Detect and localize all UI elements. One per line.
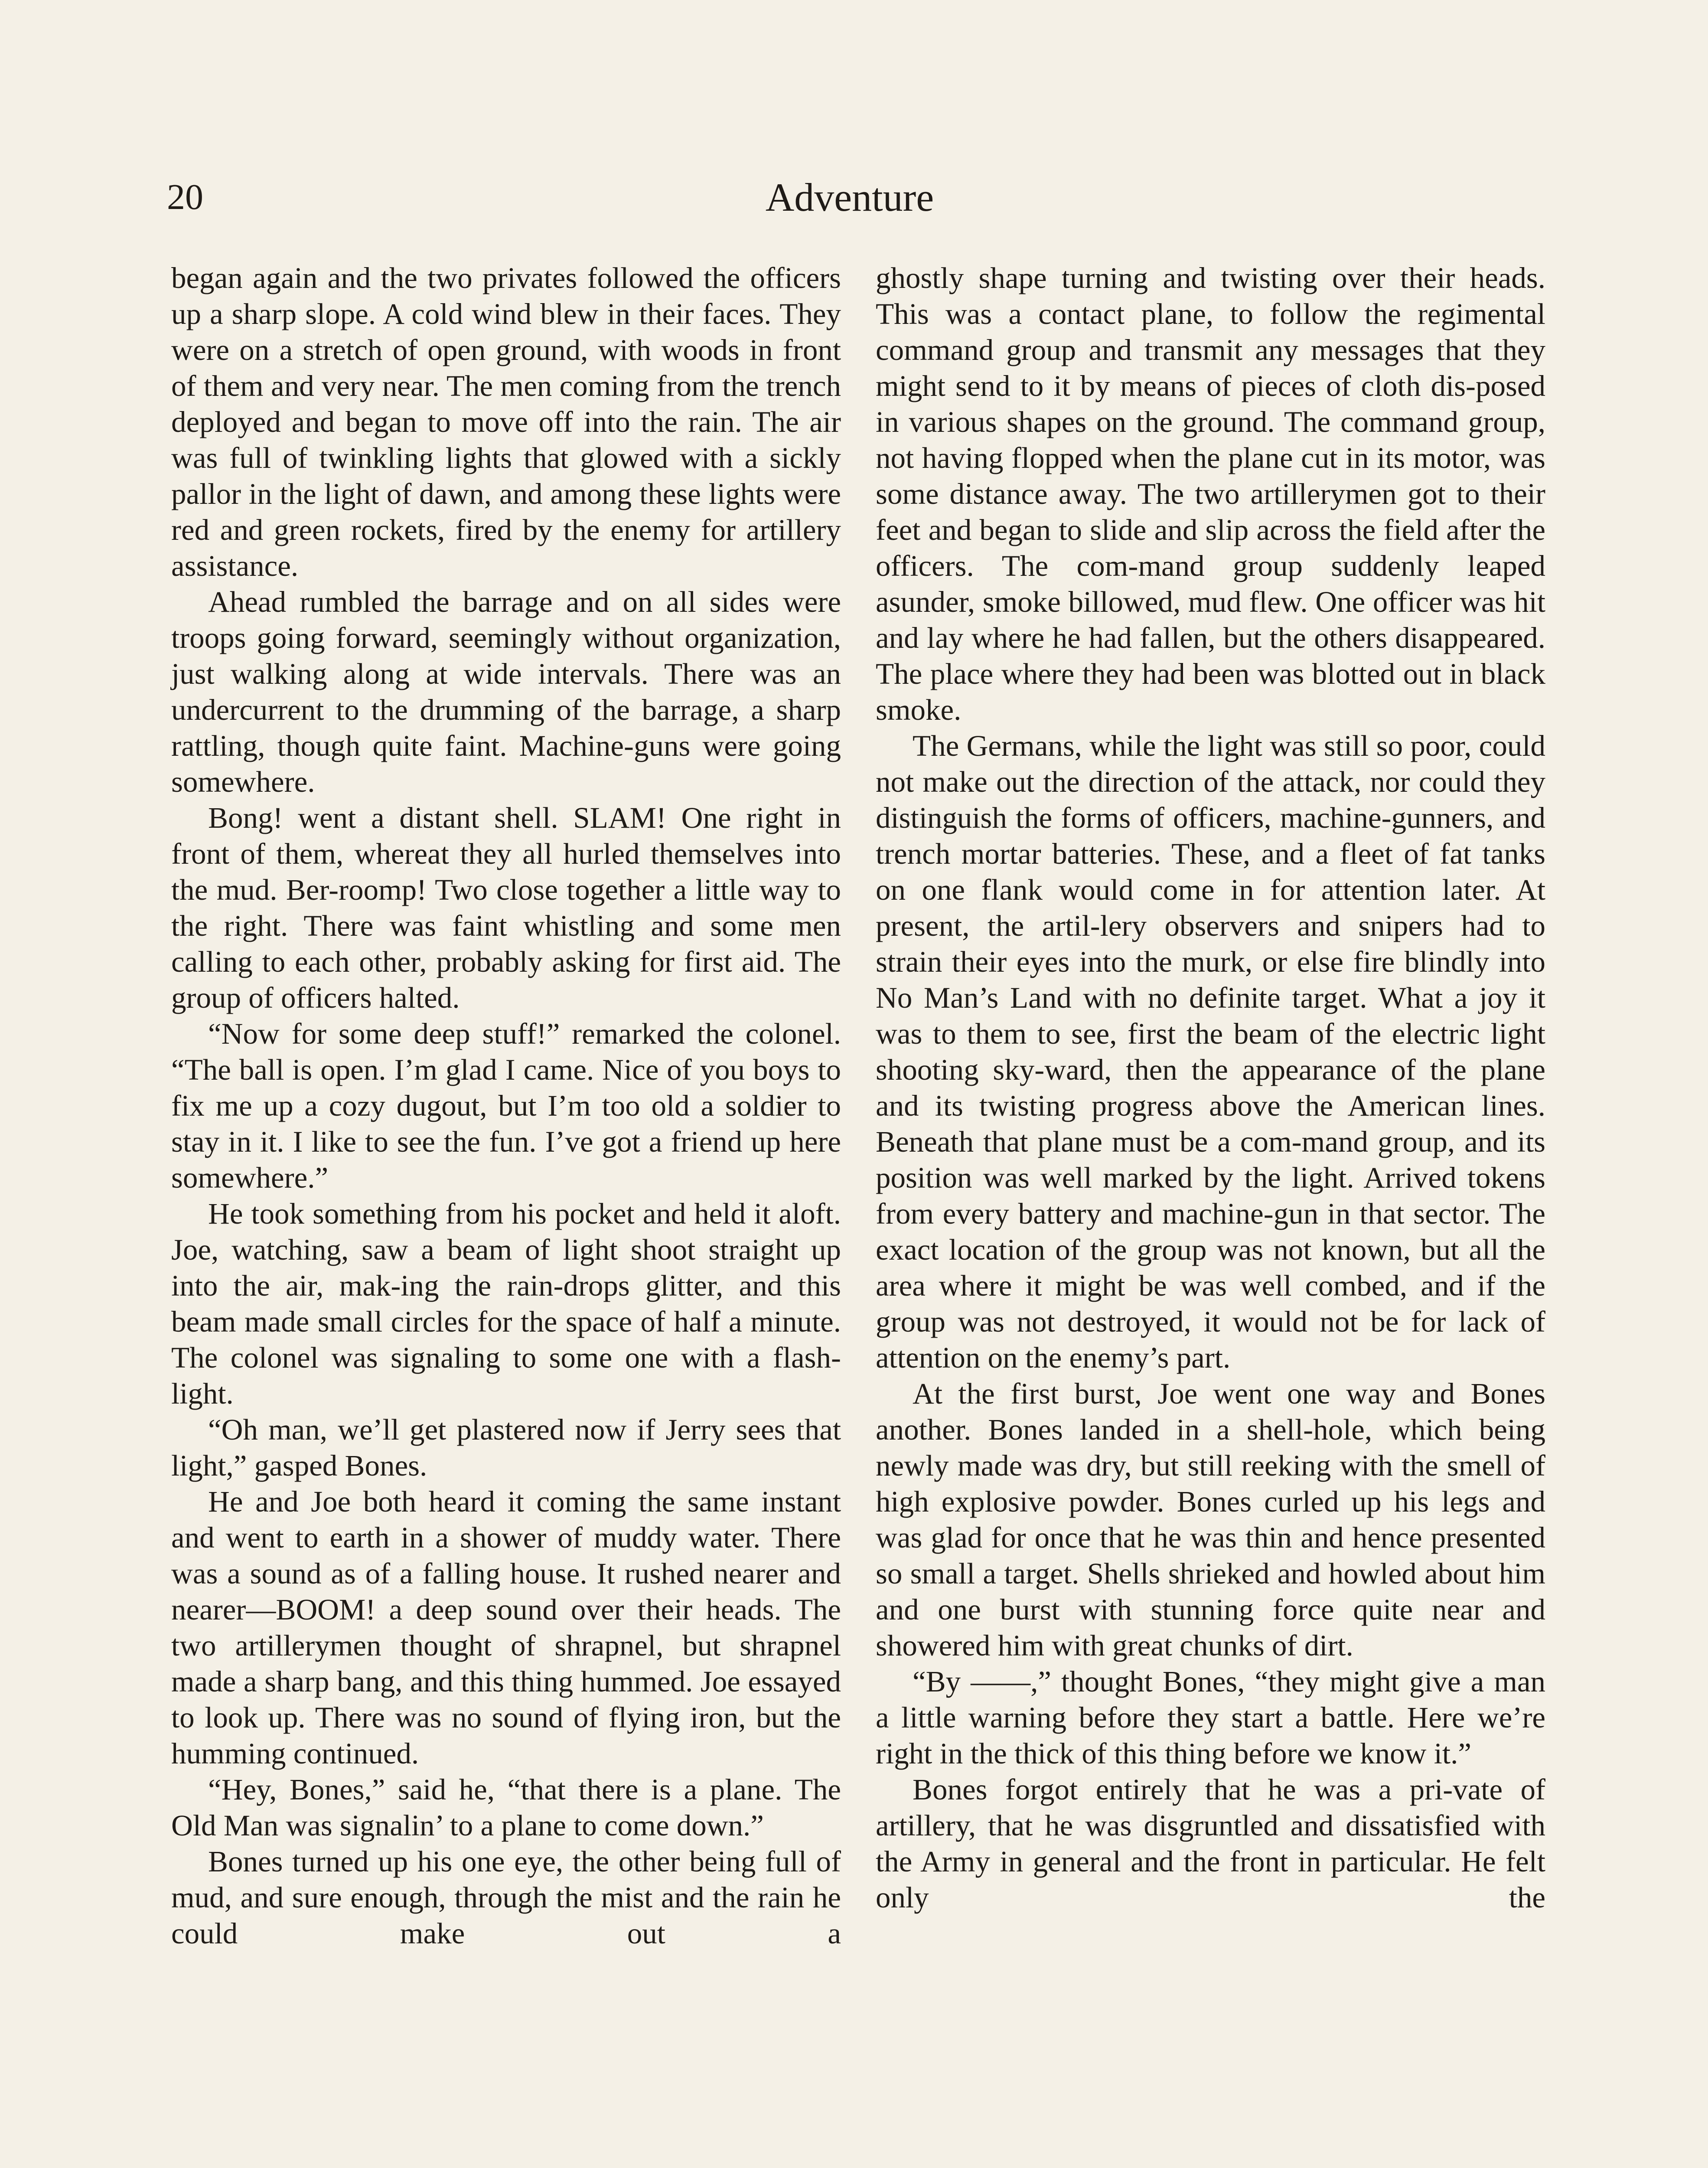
paragraph: Ahead rumbled the barrage and on all sides were troops going forward, seemingly without organization, just walking along at wide intervals. There was an undercurrent to the drumming of the barrage, a sharp rattling, though quite faint. Machine-guns were going somewhere. bbox=[171, 585, 841, 798]
paragraph: Bones forgot entirely that he was a pri-vate of artillery, that he was disgruntled and dissatisfied with the Army in general and the front in particular. He felt only the bbox=[876, 1773, 1545, 1914]
paragraph: The Germans, while the light was still so poor, could not make out the direction of the attack, nor could they distinguish the forms of officers, machine-gunners, and trench mortar batteries. These, and a fleet of fat tanks on one flank would come in for attention later. At present, the artil-lery observers and snipers had to strain their eyes into the murk, or else fire blindly into No Man’s Land with no definite target. What a joy it was to them to see, first the beam of the electric light shooting sky-ward, then the appearance of the plane and its twisting progress above the American lines. Beneath that plane must be a com-mand group, and its position was well marked by the light. Arrived tokens from every battery and machine-gun in that sector. The exact location of the group was not known, but all the area where it might be was well combed, and if the group was not destroyed, it would not be for lack of attention on the enemy’s part. bbox=[876, 729, 1545, 1374]
paragraph: “Oh man, we’ll get plastered now if Jerry sees that light,” gasped Bones. bbox=[171, 1413, 841, 1482]
paragraph: At the first burst, Joe went one way and Bones another. Bones landed in a shell-hole, which being newly made was dry, but still reeking with the smell of high explosive powder. Bones curled up his legs and was glad for once that he was thin and hence presented so small a target. Shells shrieked and howled about him and one burst with stunning force quite near and showered him with great chunks of dirt. bbox=[876, 1377, 1545, 1662]
paragraph: ghostly shape turning and twisting over their heads. This was a contact plane, to follow the regimental command group and transmit any messages that they might send to it by means of pieces of cloth dis-posed in various shapes on the ground. The command group, not having flopped when the plane cut in its motor, was some distance away. The two artillerymen got to their feet and began to slide and slip across the field after the officers. The com-mand group suddenly leaped asunder, smoke billowed, mud flew. One officer was hit and lay where he had fallen, but the others disappeared. The place where they had been was blotted out in black smoke. bbox=[876, 261, 1545, 726]
paragraph: began again and the two privates followed the officers up a sharp slope. A cold wind blew in their faces. They were on a stretch of open ground, with woods in front of them and very near. The men coming from the trench deployed and began to move off into the rain. The air was full of twinkling lights that glowed with a sickly pallor in the light of dawn, and among these lights were red and green rockets, fired by the enemy for artillery assistance. bbox=[171, 261, 841, 582]
paragraph: Bones turned up his one eye, the other being full of mud, and sure enough, through the mist and the rain he could make out a bbox=[171, 1845, 841, 1950]
page-header bbox=[167, 176, 1532, 228]
page-number: 20 bbox=[167, 177, 203, 217]
paragraph: Bong! went a distant shell. SLAM! One right in front of them, whereat they all hurled themselves into the mud. Ber-roomp! Two close together a little way to the right. There was faint whistling and some men calling to each other, probably asking for first aid. The group of officers halted. bbox=[171, 801, 841, 1014]
paragraph: He and Joe both heard it coming the same instant and went to earth in a shower of muddy water. There was a sound as of a falling house. It rushed nearer and nearer—BOOM! a deep sound over their heads. The two artillerymen thought of shrapnel, but shrapnel made a sharp bang, and this thing hummed. Joe essayed to look up. There was no sound of flying iron, but the humming continued. bbox=[171, 1485, 841, 1770]
paragraph: “By ——,” thought Bones, “they might give a man a little warning before they start a battle. Here we’re right in the thick of this thing before we know it.” bbox=[876, 1665, 1545, 1770]
paragraph: “Now for some deep stuff!” remarked the colonel. “The ball is open. I’m glad I came. Nice of you boys to fix me up a cozy dugout, but I’m too old a soldier to stay in it. I like to see the fun. I’ve got a friend up here somewhere.” bbox=[171, 1017, 841, 1194]
paragraph: He took something from his pocket and held it aloft. Joe, watching, saw a beam of light shoot straight up into the air, mak-ing the rain-drops glitter, and this beam made small circles for the space of half a minute. The colonel was signaling to some one with a flash-light. bbox=[171, 1197, 841, 1410]
paragraph: “Hey, Bones,” said he, “that there is a plane. The Old Man was signalin’ to a plane to come down.” bbox=[171, 1773, 841, 1842]
text-column-left bbox=[171, 260, 841, 1952]
running-title: Adventure bbox=[765, 175, 934, 219]
text-column-right bbox=[876, 260, 1545, 1916]
